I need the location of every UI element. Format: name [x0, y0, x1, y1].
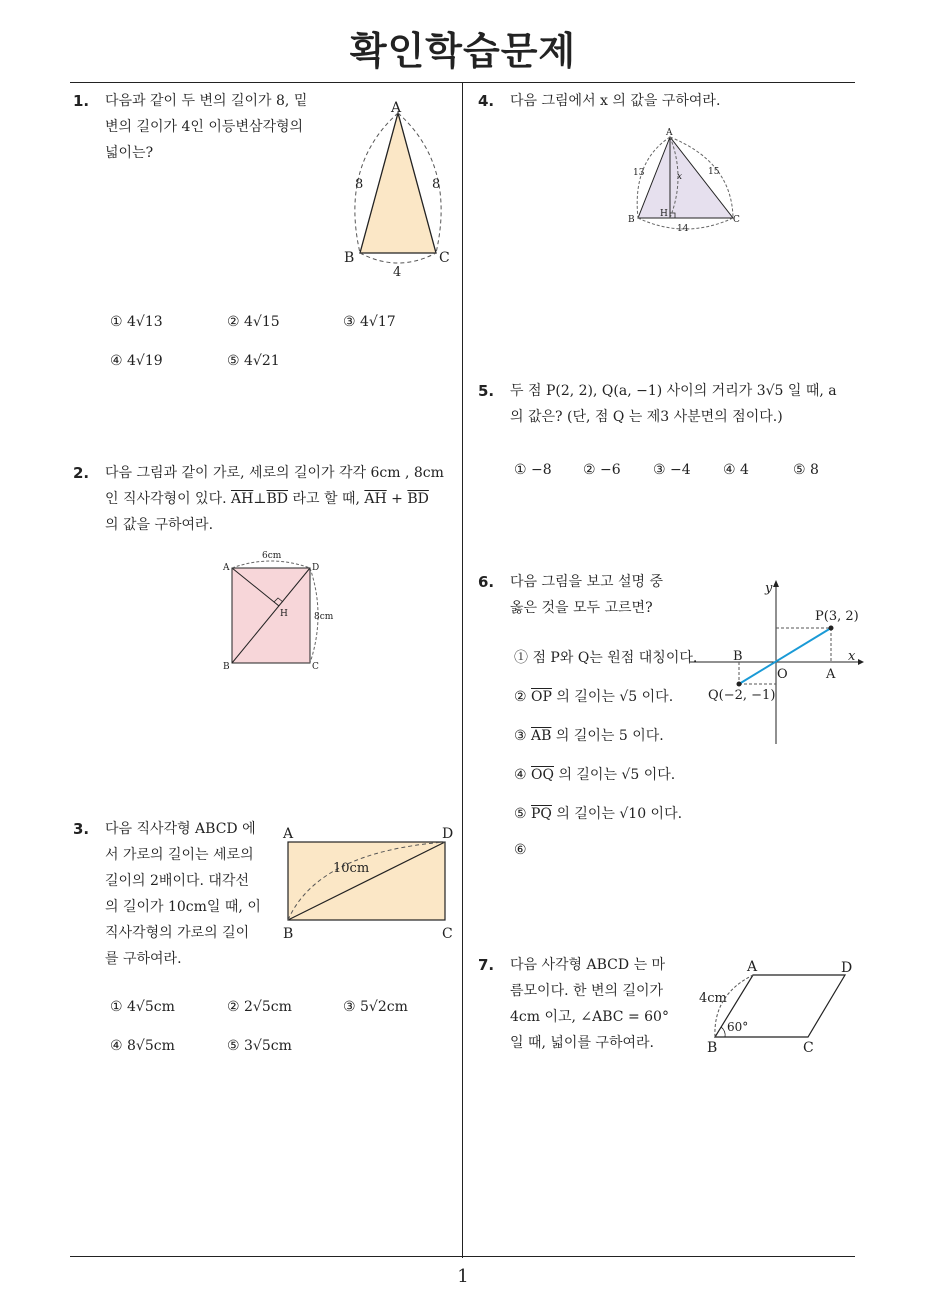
option-3[interactable]: ③ 4√17	[343, 314, 396, 330]
point-b-label: B	[733, 649, 743, 664]
statement-number: ①	[514, 650, 528, 666]
vertex-label: A	[666, 128, 673, 138]
segment-label: $\overline{OQ}$	[531, 767, 554, 783]
segment-label: $\overline{AB}$	[531, 728, 552, 744]
diagonal-length-label: 10cm	[333, 861, 370, 876]
base-length-label: 14	[677, 224, 689, 234]
statement-number: ②	[514, 689, 527, 705]
width-label: 6cm	[262, 551, 282, 561]
vertex-label: C	[733, 215, 740, 225]
segment-label: $\overline{OP}$	[531, 689, 552, 705]
vertex-label: B	[707, 1040, 718, 1056]
unknown-label: x	[677, 172, 683, 182]
question-text: 다음 그림을 보고 설명 중	[510, 574, 664, 590]
question-text: 일 때, 넓이를 구하여라.	[510, 1035, 654, 1051]
option-4[interactable]: ④ 4	[723, 462, 749, 478]
question-text-line-2	[105, 486, 460, 512]
question-text: 름모이다. 한 변의 길이가	[510, 983, 664, 999]
bottom-rule	[70, 1256, 855, 1257]
option-1[interactable]: ① −8	[514, 462, 552, 478]
triangle-shape	[360, 113, 436, 253]
page-title: 확인학습문제	[349, 29, 577, 73]
segment-label: $\overline{BD}$	[266, 491, 289, 507]
side-length-label: 13	[633, 168, 645, 178]
vertex-label: B	[283, 926, 294, 942]
height-label: 8cm	[314, 612, 334, 622]
foot-label: H	[280, 609, 288, 619]
question-text: 인 직사각형이 있다.	[105, 491, 231, 507]
triangle-altitude-figure	[620, 122, 750, 237]
question-number: 2.	[73, 464, 90, 482]
option-2[interactable]: ② 4√15	[227, 314, 280, 330]
question-number: 3.	[73, 820, 90, 838]
option-5[interactable]: ⑤ 8	[793, 462, 819, 478]
base-arc	[360, 253, 436, 263]
statement-number: ⑤	[514, 806, 527, 822]
vertex-label: A	[391, 100, 402, 116]
question-text: 직사각형의 가로의 길이	[105, 925, 250, 941]
vertex-label: A	[283, 826, 294, 842]
point-p-label: P(3, 2)	[815, 609, 859, 624]
question-text: 의 길이가 10cm일 때, 이	[105, 899, 261, 915]
vertex-label: A	[223, 563, 230, 573]
vertex-label: C	[442, 926, 453, 942]
vertex-label: D	[841, 960, 853, 976]
statement-text: 의 길이는 √5 이다.	[556, 689, 674, 705]
option-3[interactable]: ③ 5√2cm	[343, 999, 408, 1015]
segment-label: $\overline{AH}$	[231, 491, 254, 507]
statement-5[interactable]	[514, 803, 682, 823]
statement-text: 의 길이는 √5 이다.	[558, 767, 676, 783]
top-arc	[232, 561, 310, 568]
question-number: 7.	[478, 956, 495, 974]
question-text: 옳은 것을 모두 고르면?	[510, 600, 653, 616]
perpendicular-symbol: ⊥	[253, 491, 267, 507]
question-text: 를 구하여라.	[105, 951, 182, 967]
statement-text: 점 P와 Q는 원점 대칭이다.	[532, 650, 698, 666]
question-text: 다음 직사각형 ABCD 에	[105, 821, 256, 837]
rhombus-figure	[695, 955, 865, 1060]
question-text: 다음 사각형 ABCD 는 마	[510, 957, 666, 973]
vertex-label: B	[223, 662, 230, 672]
statement-1[interactable]	[514, 647, 697, 667]
x-axis-arrow	[858, 659, 864, 665]
point-q-label: Q(−2, −1)	[708, 688, 776, 703]
option-5[interactable]: ⑤ 3√5cm	[227, 1038, 292, 1054]
statement-2[interactable]	[514, 686, 673, 706]
segment-label: $\overline{AH}$	[364, 491, 387, 507]
option-1[interactable]: ① 4√13	[110, 314, 163, 330]
y-axis-arrow	[773, 580, 779, 587]
question-text: 라고 할 때,	[288, 491, 365, 507]
origin-label: O	[777, 667, 788, 682]
question-text: 다음과 같이 두 변의 길이가 8, 밑	[105, 93, 308, 109]
plus-symbol: +	[386, 491, 408, 507]
base-length-label: 4	[393, 265, 402, 280]
question-number: 5.	[478, 382, 495, 400]
statement-6[interactable]	[514, 842, 527, 858]
x-axis-label: x	[848, 649, 856, 664]
option-2[interactable]: ② 2√5cm	[227, 999, 292, 1015]
question-text: 4cm 이고, ∠ABC = 60°	[510, 1009, 669, 1025]
statement-text: 의 길이는 √10 이다.	[556, 806, 683, 822]
coordinate-figure	[690, 578, 865, 748]
statement-text: 의 길이는 5 이다.	[555, 728, 664, 744]
vertex-label: D	[312, 563, 320, 573]
option-2[interactable]: ② −6	[583, 462, 621, 478]
rectangle-figure	[218, 548, 348, 673]
triangle-shape	[638, 137, 733, 218]
point-p	[829, 626, 834, 631]
option-3[interactable]: ③ −4	[653, 462, 691, 478]
question-text: 길이의 2배이다. 대각선	[105, 873, 249, 889]
statement-number: ⑥	[514, 842, 527, 858]
side-length-label: 8	[355, 177, 364, 192]
vertex-label: B	[344, 250, 355, 266]
vertex-label: C	[439, 250, 450, 266]
angle-label: 60°	[727, 1020, 749, 1034]
question-text: 다음 그림에서 x 의 값을 구하여라.	[510, 93, 721, 109]
question-text: 두 점 P(2, 2), Q(a, −1) 사이의 거리가 3√5 일 때, a	[510, 383, 837, 399]
segment-label: $\overline{BD}$	[407, 491, 429, 507]
vertex-label: C	[312, 662, 319, 672]
side-length-label: 4cm	[699, 991, 727, 1006]
y-axis-label: y	[765, 581, 773, 596]
option-4[interactable]: ④ 8√5cm	[110, 1038, 175, 1054]
vertex-label: A	[747, 959, 758, 975]
question-number: 4.	[478, 92, 495, 110]
page-number: 1	[457, 1266, 469, 1287]
segment-label: $\overline{PQ}$	[531, 806, 552, 822]
isosceles-triangle-figure	[335, 95, 465, 280]
point-q	[737, 682, 742, 687]
option-5[interactable]: ⑤ 4√21	[227, 353, 280, 369]
question-text: 의 값을 구하여라.	[105, 517, 214, 533]
question-text: 넓이는?	[105, 145, 154, 161]
statement-number: ④	[514, 767, 527, 783]
foot-label: H	[660, 209, 668, 219]
vertex-label: C	[803, 1040, 814, 1056]
question-text: 의 값은? (단, 점 Q 는 제3 사분면의 점이다.)	[510, 409, 783, 425]
question-number: 6.	[478, 573, 495, 591]
option-4[interactable]: ④ 4√19	[110, 353, 163, 369]
statement-3[interactable]	[514, 725, 664, 745]
side-length-label: 15	[708, 167, 720, 177]
point-a-label: A	[826, 667, 836, 682]
vertex-label: B	[628, 215, 635, 225]
question-number: 1.	[73, 92, 90, 110]
question-text: 다음 그림과 같이 가로, 세로의 길이가 각각 6cm , 8cm	[105, 465, 444, 481]
question-text: 서 가로의 길이는 세로의	[105, 847, 254, 863]
vertex-label: D	[442, 826, 454, 842]
side-length-label: 8	[432, 177, 441, 192]
statement-4[interactable]	[514, 764, 675, 784]
statement-number: ③	[514, 728, 527, 744]
rectangle-diagonal-figure	[278, 822, 463, 944]
question-text: 변의 길이가 4인 이등변삼각형의	[105, 119, 304, 135]
option-1[interactable]: ① 4√5cm	[110, 999, 175, 1015]
